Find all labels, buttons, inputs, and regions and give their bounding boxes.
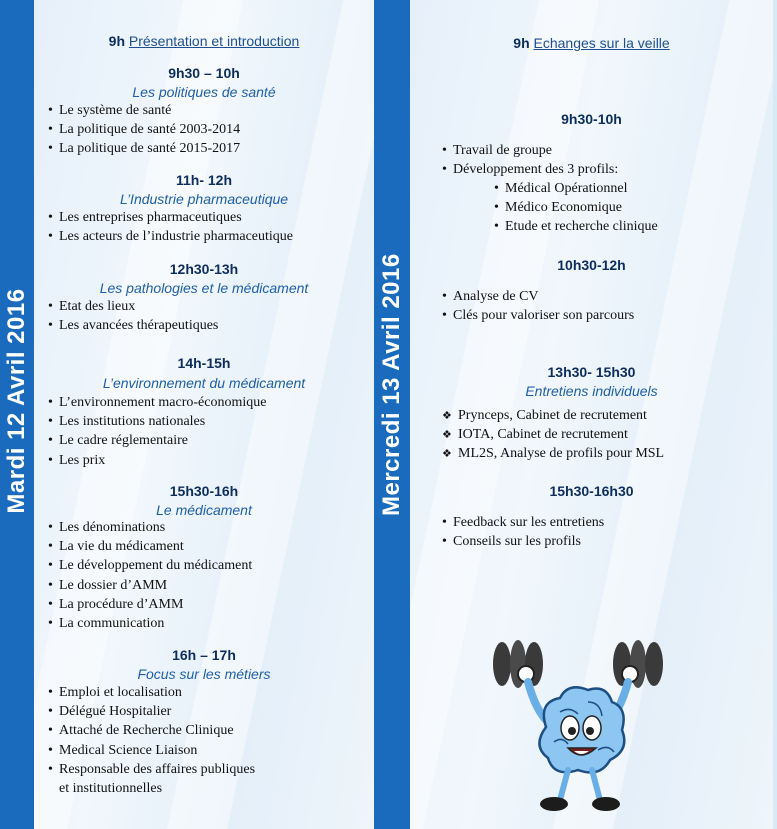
list-item: • Les institutions nationales: [48, 414, 206, 430]
session-time: 13h30- 15h30: [547, 364, 636, 380]
list-item: • Le dossier d’AMM: [48, 577, 168, 593]
left-intro-title: Présentation et introduction: [128, 33, 300, 49]
session-items: [48, 101, 240, 159]
session-time: 15h30-16h: [169, 483, 239, 499]
right-intro: [410, 35, 773, 51]
list-item: • La procédure d’AMM: [48, 596, 184, 612]
right-edge: [773, 0, 777, 829]
list-item: • Conseils sur les profils: [442, 534, 581, 550]
list-item: • Délégué Hospitalier: [48, 704, 172, 720]
left-intro: [34, 33, 374, 49]
list-item: • Responsable des affaires publiques: [48, 761, 256, 777]
session-time: 16h – 17h: [172, 647, 236, 663]
list-item: • Les avancées thérapeutiques: [48, 318, 219, 334]
list-item: • Etude et recherche clinique: [494, 219, 658, 235]
session-title: Le médicament: [156, 502, 252, 518]
list-item: • Medical Science Liaison: [48, 742, 198, 758]
list-item: ❖ ML2S, Analyse de profils pour MSL: [442, 446, 665, 462]
list-item: • Travail de groupe: [442, 143, 553, 158]
list-item: ❖ IOTA, Cabinet de recrutement: [442, 427, 628, 443]
list-item: • Les dénominations: [48, 520, 166, 535]
list-item: • L’environnement macro-économique: [48, 395, 267, 410]
session-items: [442, 141, 618, 179]
session-time: 10h30-12h: [557, 257, 626, 273]
list-item: • Le développement du médicament: [48, 558, 253, 574]
list-item: et institutionnelles: [59, 780, 163, 796]
session-time: 15h30-16h30: [549, 483, 634, 499]
list-item: • Attaché de Recherche Clinique: [48, 723, 234, 739]
session-time: 9h30 – 10h: [168, 65, 240, 81]
session-items: [48, 518, 252, 633]
list-item: • Développement des 3 profils:: [442, 162, 619, 178]
session-items: [48, 393, 266, 470]
list-item: • La communication: [48, 615, 165, 631]
list-item: • Analyse de CV: [442, 289, 539, 304]
left-intro-time: 9h: [108, 33, 125, 49]
session-items: [442, 513, 604, 551]
list-item: • Feedback sur les entretiens: [442, 515, 605, 530]
right-day-label: Mercredi 13 Avril 2016: [378, 253, 405, 516]
right-intro-title: Echanges sur la veille: [533, 35, 670, 51]
list-item: • Le système de santé: [48, 103, 172, 118]
right-intro-time: 9h: [513, 35, 530, 51]
session-time: 14h-15h: [177, 355, 231, 371]
session-title: Focus sur les métiers: [137, 666, 271, 682]
list-item: • La vie du médicament: [48, 539, 184, 555]
list-item: • Emploi et localisation: [48, 685, 182, 700]
session-items: [442, 406, 664, 464]
session-items: [48, 208, 293, 246]
list-item: • Les acteurs de l’industrie pharmaceutique: [48, 229, 294, 245]
session-title: L’environnement du médicament: [102, 375, 306, 391]
session-title: Entretiens individuels: [525, 383, 658, 399]
session-title: L’Industrie pharmaceutique: [119, 191, 289, 207]
list-item: • Les prix: [48, 452, 106, 468]
list-item: • Les entreprises pharmaceutiques: [48, 210, 242, 225]
list-item: • La politique de santé 2015-2017: [48, 141, 241, 157]
list-item: ❖ Prynceps, Cabinet de recrutement: [442, 408, 647, 423]
list-item: • Médico Economique: [494, 200, 623, 216]
session-items: [442, 287, 634, 325]
session-time: 9h30-10h: [561, 111, 622, 127]
list-item: • La politique de santé 2003-2014: [48, 122, 241, 138]
list-item: • Médical Opérationnel: [494, 181, 628, 196]
session-time: 11h- 12h: [175, 172, 233, 188]
session-subitems: [494, 179, 658, 237]
left-day-label: Mardi 12 Avril 2016: [3, 288, 30, 514]
session-title: Les pathologies et le médicament: [99, 280, 309, 296]
session-items: [48, 683, 255, 798]
list-item: • Le cadre réglementaire: [48, 433, 189, 449]
left-schedule-column: [34, 0, 374, 829]
session-time: 12h30-13h: [169, 261, 239, 277]
list-item: • Etat des lieux: [48, 299, 136, 314]
list-item: • Clés pour valoriser son parcours: [442, 308, 635, 324]
session-items: [48, 297, 218, 335]
session-title: Les politiques de santé: [132, 84, 276, 100]
brain-weightlifter-icon: [488, 632, 668, 822]
